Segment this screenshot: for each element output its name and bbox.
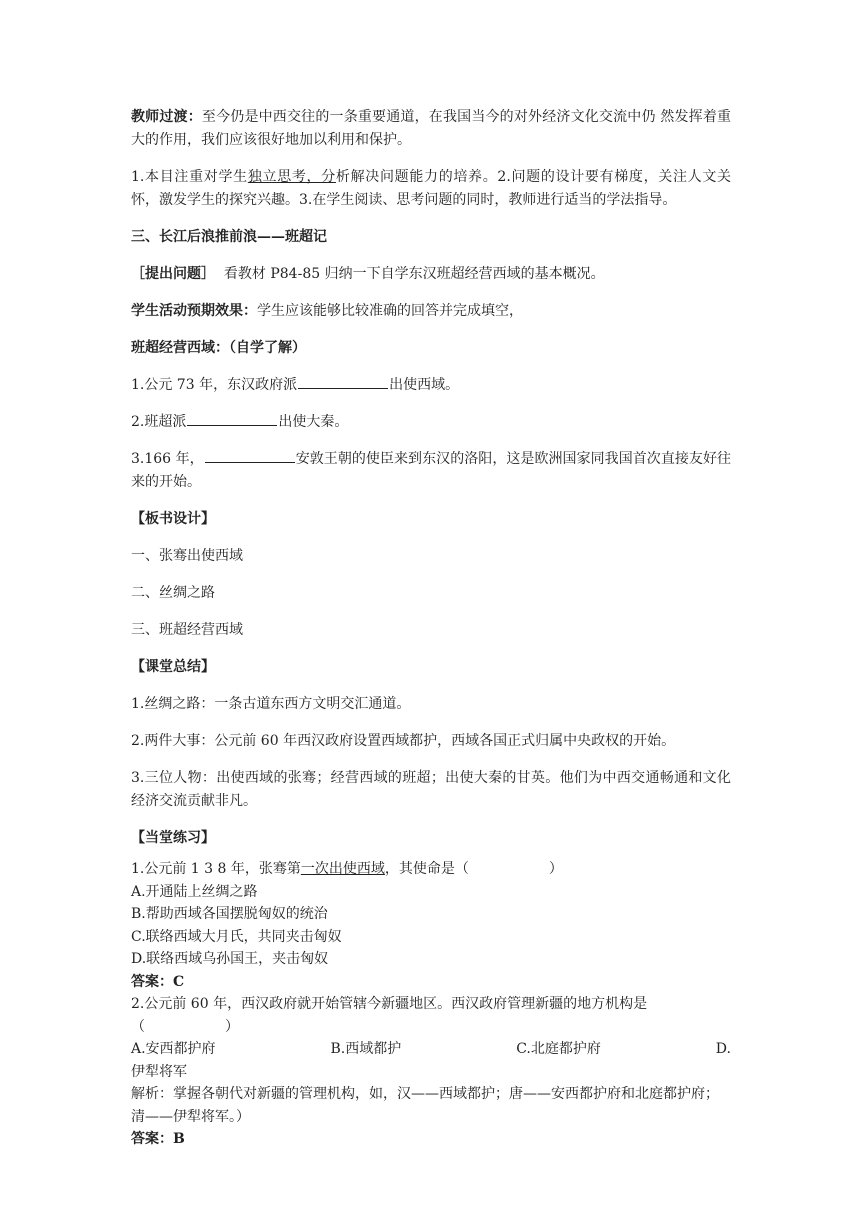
q1-option-a: A.开通陆上丝绸之路 bbox=[131, 883, 258, 900]
q2-analysis: 解析：掌握各朝代对新疆的管理机构，如，汉——西域都护；唐——安西都护府和北庭都护府；清——伊犁将军。） bbox=[131, 1086, 719, 1125]
q2-option-b: B.西域都护 bbox=[330, 1041, 402, 1057]
exercise-q1-stem bbox=[131, 858, 731, 881]
question-prompt-paragraph bbox=[131, 263, 731, 286]
fill-blank-3 bbox=[131, 448, 731, 494]
expected-effect-text: 学生应该能够比较准确的回答并完成填空， bbox=[257, 303, 523, 319]
summary-item-2: 2.两件大事：公元前 60 年西汉政府设置西域都护，西域各国正式归属中央政权的开始。 bbox=[131, 733, 676, 749]
board-item-2: 二、丝绸之路 bbox=[131, 585, 215, 601]
q1-option-c: C.联络西域大月氏，共同夹击匈奴 bbox=[131, 928, 342, 945]
exercise-q2-paren bbox=[131, 1016, 731, 1039]
q2-option-d-continued: 伊犁将军 bbox=[131, 1063, 187, 1080]
q1-stem-b: ，其使命是（ bbox=[384, 861, 469, 877]
fill-blank-1-line[interactable] bbox=[298, 374, 388, 389]
q1-option-d: D.联络西域乌孙国王，夹击匈奴 bbox=[131, 951, 329, 967]
teacher-transition-paragraph bbox=[131, 106, 731, 152]
q2-options-row bbox=[131, 1038, 731, 1061]
q2-option-a: A.安西都护府 bbox=[131, 1041, 216, 1057]
q2-paren-close: ） bbox=[225, 1018, 239, 1035]
q2-answer: 答案：B bbox=[131, 1131, 185, 1147]
fill-blank-3-text-b: 安敦王朝的使臣来到东汉的洛阳，这是欧洲国家同我国首次直接友好往来的开始。 bbox=[131, 451, 732, 490]
board-design-heading: 【板书设计】 bbox=[131, 511, 215, 527]
expected-effect-paragraph bbox=[131, 300, 731, 323]
fill-blank-2 bbox=[131, 411, 731, 434]
document-body bbox=[131, 106, 731, 1151]
notes-text-a: 1.本目注重对学生 bbox=[131, 169, 248, 185]
fill-blank-2-line[interactable] bbox=[187, 411, 277, 426]
q2-option-d: D. bbox=[715, 1041, 731, 1057]
teacher-transition-text: 至今仍是中西交往的一条重要通道，在我国当今的对外经济文化交流中仍 然发挥着重大的作用，我们应该很好地加以利用和保护。 bbox=[131, 109, 732, 148]
q1-answer: 答案：C bbox=[131, 973, 185, 990]
exercise-question-1 bbox=[131, 858, 731, 993]
q2-option-c: C.北庭都护府 bbox=[516, 1041, 601, 1057]
expected-effect-label: 学生活动预期效果： bbox=[131, 303, 257, 319]
fill-blank-1-text-b: 出使西域。 bbox=[389, 377, 460, 393]
summary-item-1: 1.丝绸之路：一条古道东西方文明交汇通道。 bbox=[131, 696, 411, 712]
self-study-heading: 班超经营西域：（自学了解） bbox=[131, 340, 306, 356]
exercise-question-2 bbox=[131, 993, 731, 1151]
section-heading-banchao: 三、长江后浪推前浪——班超记 bbox=[131, 229, 327, 245]
fill-blank-1 bbox=[131, 374, 731, 397]
fill-blank-3-text-a: 3.166 年， bbox=[131, 451, 204, 467]
exercise-heading: 【当堂练习】 bbox=[131, 830, 215, 846]
fill-blank-2-text-b: 出使大秦。 bbox=[278, 414, 349, 430]
teaching-notes-paragraph bbox=[131, 166, 731, 212]
notes-text-b: 析解决问题能力的培养。2.问题的设计要有梯度，关注人文关怀，激发学生的探究兴趣。3.在学生阅读、思考问题的同时，教师进行适当的学法指导。 bbox=[131, 169, 732, 208]
notes-underlined-text: 独立思考，分 bbox=[247, 169, 336, 185]
q1-stem-underlined: 一次出使西域 bbox=[300, 861, 385, 877]
question-prompt-text: 看教材 P84-85 归纳一下自学东汉班超经营西域的基本概况。 bbox=[215, 266, 605, 282]
fill-blank-2-text-a: 2.班超派 bbox=[131, 414, 187, 430]
teacher-transition-label: 教师过渡： bbox=[131, 109, 202, 125]
class-summary-heading: 【课堂总结】 bbox=[131, 659, 215, 675]
summary-item-3: 3.三位人物：出使西域的张骞；经营西域的班超；出使大秦的甘英。他们为中西交通畅通和文化经济交流贡献非凡。 bbox=[131, 770, 731, 809]
fill-blank-3-line[interactable] bbox=[205, 448, 295, 463]
question-prompt-label: ［提出问题］ bbox=[131, 266, 215, 282]
board-item-3: 三、班超经营西域 bbox=[131, 622, 243, 638]
q1-stem-a: 1.公元前 1 3 8 年，张骞第 bbox=[131, 861, 301, 877]
q2-paren-open: （ bbox=[131, 1018, 145, 1035]
q1-stem-c: ） bbox=[548, 861, 563, 877]
fill-blank-1-text-a: 1.公元 73 年，东汉政府派 bbox=[131, 377, 298, 393]
q1-option-b: B.帮助西域各国摆脱匈奴的统治 bbox=[131, 906, 328, 922]
board-item-1: 一、张骞出使西域 bbox=[131, 548, 243, 564]
exercise-q2-stem: 2.公元前 60 年，西汉政府就开始管辖今新疆地区。西汉政府管理新疆的地方机构是 bbox=[131, 996, 648, 1012]
